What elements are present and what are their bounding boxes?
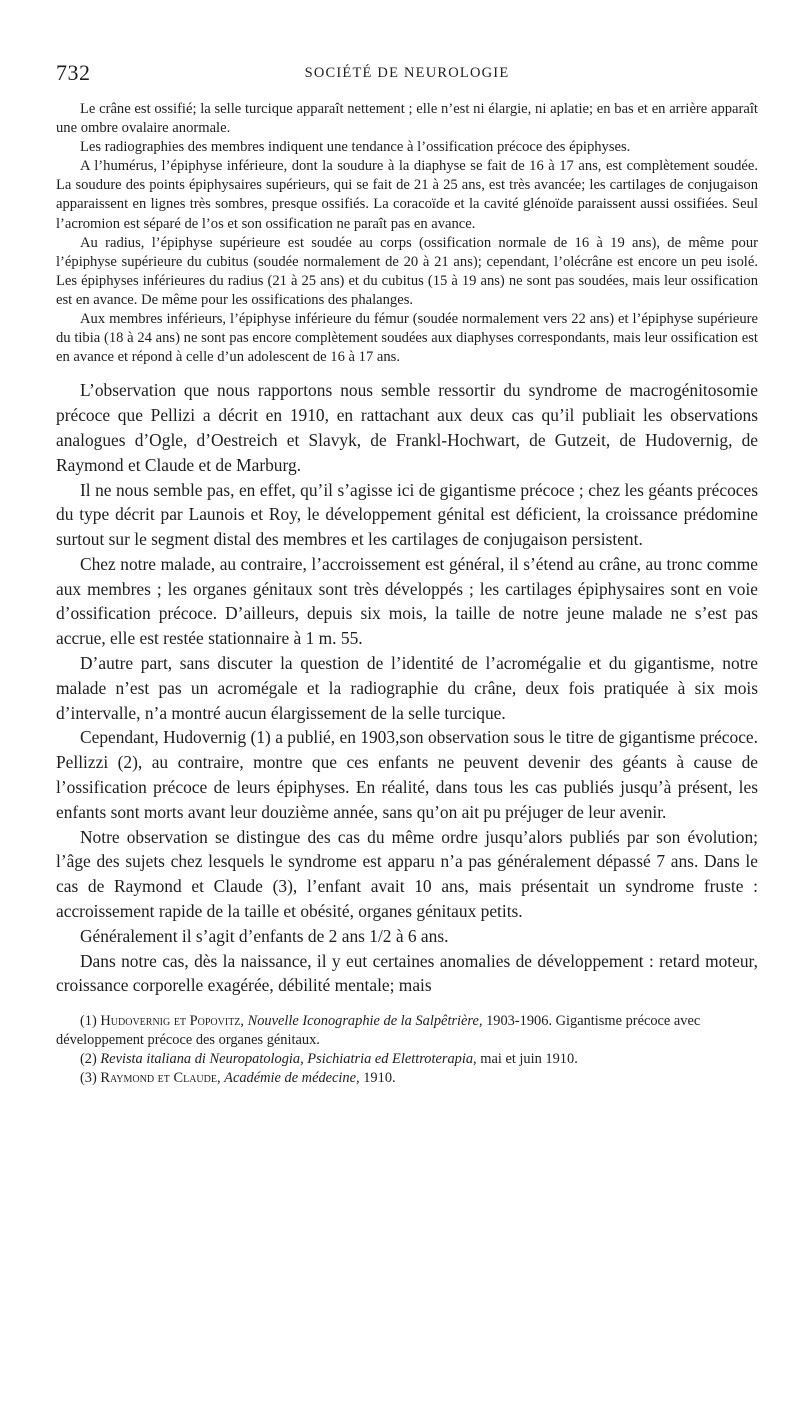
case-report-block bbox=[56, 100, 758, 367]
footnote-text: 1903-1906. Gigantisme précoce avec développement précoce des organes génitaux. bbox=[56, 1013, 701, 1049]
paragraph: Chez notre malade, au contraire, l’accroissement est général, il s’étend au crâne, au tronc comme aux membres ; les organes génitaux sont très développés ; les cartilages épiphysaires sont en voie d’ossification précoce. D’ailleurs, depuis six mois, la taille de notre jeune malade ne s’est pas accrue, elle est restée stationnaire à 1 m. 55. bbox=[56, 553, 758, 649]
running-title: SOCIÉTÉ DE NEUROLOGIE bbox=[304, 65, 510, 81]
discussion-block bbox=[56, 378, 758, 998]
footnote-authors: Raymond et Claude, bbox=[100, 1070, 221, 1087]
footnote-source: Nouvelle Iconographie de la Salpêtrière, bbox=[247, 1013, 483, 1030]
footnote-source: Académie de médecine, bbox=[224, 1070, 360, 1087]
footnote-authors: Hudovernig et Popovitz, bbox=[100, 1013, 245, 1030]
footnote-text: mai et juin 1910. bbox=[480, 1051, 578, 1068]
footnote-mark: (2) bbox=[80, 1051, 97, 1068]
paragraph: A l’humérus, l’épiphyse inférieure, dont la soudure à la diaphyse se fait de 16 à 17 ans, est complètement soudée. La soudure des points épiphysaires supérieurs, qui se fait de 21 à 25 ans, est très avancée; les cartilages de conjugaison apparaissent en lignes très sombres, presque ossifiés. La coracoïde et la cavité glénoïde paraissent aussi ossifiées. Seul l’acromion est séparé de l’os et son ossification ne paraît pas en avance. bbox=[56, 158, 758, 232]
page bbox=[56, 60, 758, 1088]
footnote-mark: (1) bbox=[80, 1013, 97, 1030]
footnote-mark: (3) bbox=[80, 1070, 97, 1087]
paragraph: D’autre part, sans discuter la question de l’identité de l’acromégalie et du gigantisme, notre malade n’est pas un acromégale et la radiographie du crâne, deux fois pratiquée à six mois d’intervalle, n’a montré aucun élargissement de la selle turcique. bbox=[56, 653, 758, 723]
footnote bbox=[56, 1050, 758, 1069]
footnote bbox=[56, 1012, 758, 1050]
paragraph: Cependant, Hudovernig (1) a publié, en 1903,son observation sous le titre de gigantisme précoce. Pellizzi (2), au contraire, montre que ces enfants ne peuvent devenir des géants à cause de l’ossification précoce de leurs épiphyses. En réalité, dans tous les cas publiés jusqu’à présent, les enfants sont morts avant leur douzième année, sans qu’on ait pu préjuger de leur avenir. bbox=[56, 727, 758, 822]
paragraph: Au radius, l’épiphyse supérieure est soudée au corps (ossification normale de 16 à 19 ans), de même pour l’épiphyse supérieure du cubitus (soudée normalement de 20 à 21 ans); cependant, l’olécrâne est encore un peu isolé. Les épiphyses inférieures du radius (21 à 25 ans) et du cubitus (15 à 19 ans) ne sont pas soudées, mais leur ossification est en avance. De même pour les ossifications des phalanges. bbox=[56, 234, 758, 308]
footnote bbox=[56, 1069, 758, 1088]
paragraph: Généralement il s’agit d’enfants de 2 ans 1/2 à 6 ans. bbox=[80, 925, 449, 946]
page-number: 732 bbox=[56, 60, 91, 85]
footnote-source: Revista italiana di Neuropatologia, Psichiatria ed Elettroterapia, bbox=[100, 1051, 477, 1068]
footnote-text: 1910. bbox=[363, 1070, 396, 1087]
paragraph: Le crâne est ossifié; la selle turcique apparaît nettement ; elle n’est ni élargie, ni aplatie; en bas et en arrière apparaît une ombre ovalaire anormale. bbox=[56, 101, 758, 137]
footnotes bbox=[56, 1012, 758, 1088]
paragraph: Dans notre cas, dès la naissance, il y eut certaines anomalies de développement : retard moteur, croissance corporelle exagérée, débilité mentale; mais bbox=[56, 950, 758, 996]
page-header bbox=[56, 60, 758, 94]
paragraph: Il ne nous semble pas, en effet, qu’il s’agisse ici de gigantisme précoce ; chez les géants précoces du type décrit par Launois et Roy, le développement génital est déficient, la croissance prédomine surtout sur le segment distal des membres et les cartilages de conjugaison persistent. bbox=[56, 479, 758, 550]
paragraph: Aux membres inférieurs, l’épiphyse inférieure du fémur (soudée normalement vers 22 ans) et l’épiphyse supérieure du tibia (18 à 24 ans) ne sont pas encore complètement soudées aux diaphyses correspondants, mais leur ossification est en avance et répond à celle d’un adolescent de 16 à 17 ans. bbox=[56, 311, 758, 366]
paragraph: L’observation que nous rapportons nous semble ressortir du syndrome de macrogénitosomie précoce que Pellizi a décrit en 1910, en rattachant aux deux cas qu’il publiait les observations analogues d’Ogle, d’Oestreich et Slavyk, de Frankl-Hochwart, de Gutzeit, de Hudovernig, de Raymond et Claude et de Marburg. bbox=[56, 380, 758, 475]
paragraph: Notre observation se distingue des cas du même ordre jusqu’alors publiés par son évolution; l’âge des sujets chez lesquels le syndrome est apparu n’a pas généralement dépassé 7 ans. Dans le cas de Raymond et Claude (3), l’enfant avait 10 ans, mais présentait un syndrome fruste : accroissement rapide de la taille et obésité, organes génitaux petits. bbox=[56, 826, 758, 922]
paragraph: Les radiographies des membres indiquent une tendance à l’ossification précoce des épiphyses. bbox=[80, 139, 631, 156]
